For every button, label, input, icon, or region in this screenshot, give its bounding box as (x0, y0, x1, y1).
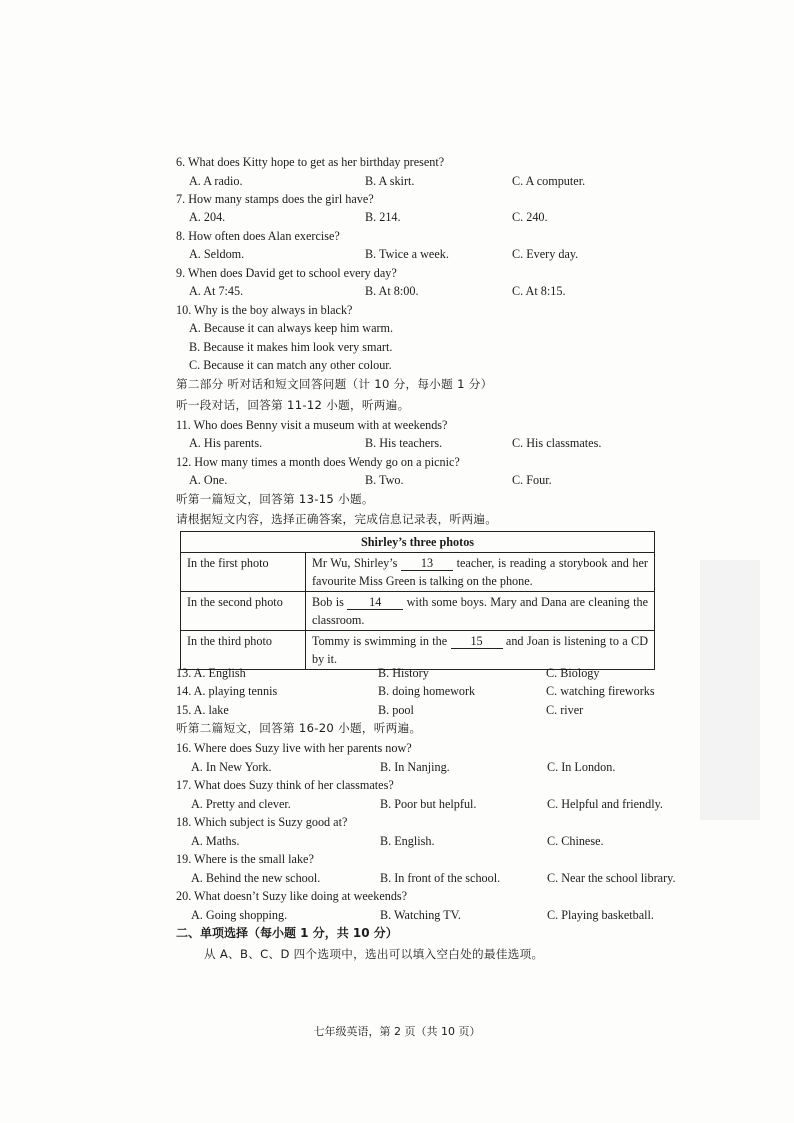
option-a: A. Behind the new school. (191, 871, 321, 885)
passage2-instruction: 听第二篇短文，回答第 16-20 小题，听两遍。 (176, 721, 422, 735)
question-stem: 17. What does Suzy think of her classmates? (176, 778, 394, 792)
option-a: A. Maths. (191, 834, 240, 848)
option-b: B. His teachers. (365, 436, 443, 450)
option-a: A. His parents. (189, 436, 263, 450)
row-content: Tommy is swimming in the 15 and Joan is listening to a CD by it. (306, 631, 655, 670)
option-c: C. Because it can match any other colour. (189, 358, 392, 372)
option-c: C. In London. (547, 760, 616, 774)
option-c: C. Every day. (512, 247, 579, 261)
option-a: A. Seldom. (189, 247, 245, 261)
option-a: 13. A. English (176, 666, 246, 680)
option-a: A. Because it can always keep him warm. (189, 321, 394, 335)
question-stem: 18. Which subject is Suzy good at? (176, 815, 348, 829)
option-a: 14. A. playing tennis (176, 684, 278, 698)
option-b: B. doing homework (378, 684, 476, 698)
question-stem: 12. How many times a month does Wendy go on a picnic? (176, 455, 460, 469)
question-stem: 20. What doesn’t Suzy like doing at weekends? (176, 889, 408, 903)
row-label: In the second photo (181, 592, 306, 631)
passage1-instruction: 听第一篇短文，回答第 13-15 小题。 (176, 492, 374, 506)
option-b: B. 214. (365, 210, 401, 224)
option-a: A. In New York. (191, 760, 272, 774)
question-stem: 16. Where does Suzy live with her parents now? (176, 741, 412, 755)
question-stem: 8. How often does Alan exercise? (176, 229, 340, 243)
option-b: B. Two. (365, 473, 404, 487)
option-b: B. History (378, 666, 429, 680)
option-c: C. His classmates. (512, 436, 602, 450)
scan-smudge (700, 560, 760, 820)
section2-heading: 二、单项选择（每小题 1 分，共 10 分） (176, 926, 398, 940)
question-stem: 6. What does Kitty hope to get as her birthday present? (176, 155, 445, 169)
option-b: B. A skirt. (365, 174, 415, 188)
page-footer: 七年级英语，第 2 页（共 10 页） (313, 1025, 481, 1038)
option-c: C. Playing basketball. (547, 908, 654, 922)
dialogue-instruction: 听一段对话，回答第 11-12 小题，听两遍。 (176, 398, 410, 412)
row-label: In the third photo (181, 631, 306, 670)
option-a: A. At 7:45. (189, 284, 244, 298)
row-label: In the first photo (181, 553, 306, 592)
option-a: 15. A. lake (176, 703, 229, 717)
option-c: C. river (546, 703, 584, 717)
question-stem: 7. How many stamps does the girl have? (176, 192, 374, 206)
question-stem: 19. Where is the small lake? (176, 852, 314, 866)
option-c: C. Near the school library. (547, 871, 676, 885)
option-b: B. Watching TV. (380, 908, 461, 922)
option-c: C. At 8:15. (512, 284, 566, 298)
part2-heading: 第二部分 听对话和短文回答问题（计 10 分，每小题 1 分） (176, 377, 493, 391)
option-c: C. 240. (512, 210, 548, 224)
option-a: A. A radio. (189, 174, 243, 188)
option-b: B. At 8:00. (365, 284, 419, 298)
option-c: C. Helpful and friendly. (547, 797, 663, 811)
option-c: C. A computer. (512, 174, 586, 188)
option-b: B. Poor but helpful. (380, 797, 477, 811)
question-stem: 9. When does David get to school every day? (176, 266, 397, 280)
answer-blank-15[interactable]: 15 (451, 634, 503, 649)
info-record-table (180, 531, 655, 670)
option-c: C. Biology (546, 666, 600, 680)
option-b: B. In front of the school. (380, 871, 501, 885)
question-stem: 11. Who does Benny visit a museum with at weekends? (176, 418, 448, 432)
option-a: A. Pretty and clever. (191, 797, 291, 811)
answer-blank-13[interactable]: 13 (401, 556, 453, 571)
table-row (181, 631, 655, 670)
table-row (181, 553, 655, 592)
table-title: Shirley’s three photos (181, 532, 655, 553)
option-b: B. pool (378, 703, 414, 717)
answer-blank-14[interactable]: 14 (347, 595, 403, 610)
table-row (181, 592, 655, 631)
option-b: B. Twice a week. (365, 247, 449, 261)
section2-instruction: 从 A、B、C、D 四个选项中，选出可以填入空白处的最佳选项。 (204, 947, 544, 961)
row-content: Mr Wu, Shirley’s 13 teacher, is reading a storybook and her favourite Miss Green is talking on the phone. (306, 553, 655, 592)
option-c: C. watching fireworks (546, 684, 655, 698)
option-a: A. One. (189, 473, 228, 487)
option-c: C. Four. (512, 473, 552, 487)
option-a: A. Going shopping. (191, 908, 288, 922)
option-c: C. Chinese. (547, 834, 604, 848)
option-b: B. In Nanjing. (380, 760, 450, 774)
question-stem: 10. Why is the boy always in black? (176, 303, 353, 317)
option-b: B. Because it makes him look very smart. (189, 340, 393, 354)
row-content: Bob is 14 with some boys. Mary and Dana are cleaning the classroom. (306, 592, 655, 631)
passage1-instruction-2: 请根据短文内容，选择正确答案，完成信息记录表，听两遍。 (176, 512, 498, 526)
option-b: B. English. (380, 834, 435, 848)
option-a: A. 204. (189, 210, 226, 224)
